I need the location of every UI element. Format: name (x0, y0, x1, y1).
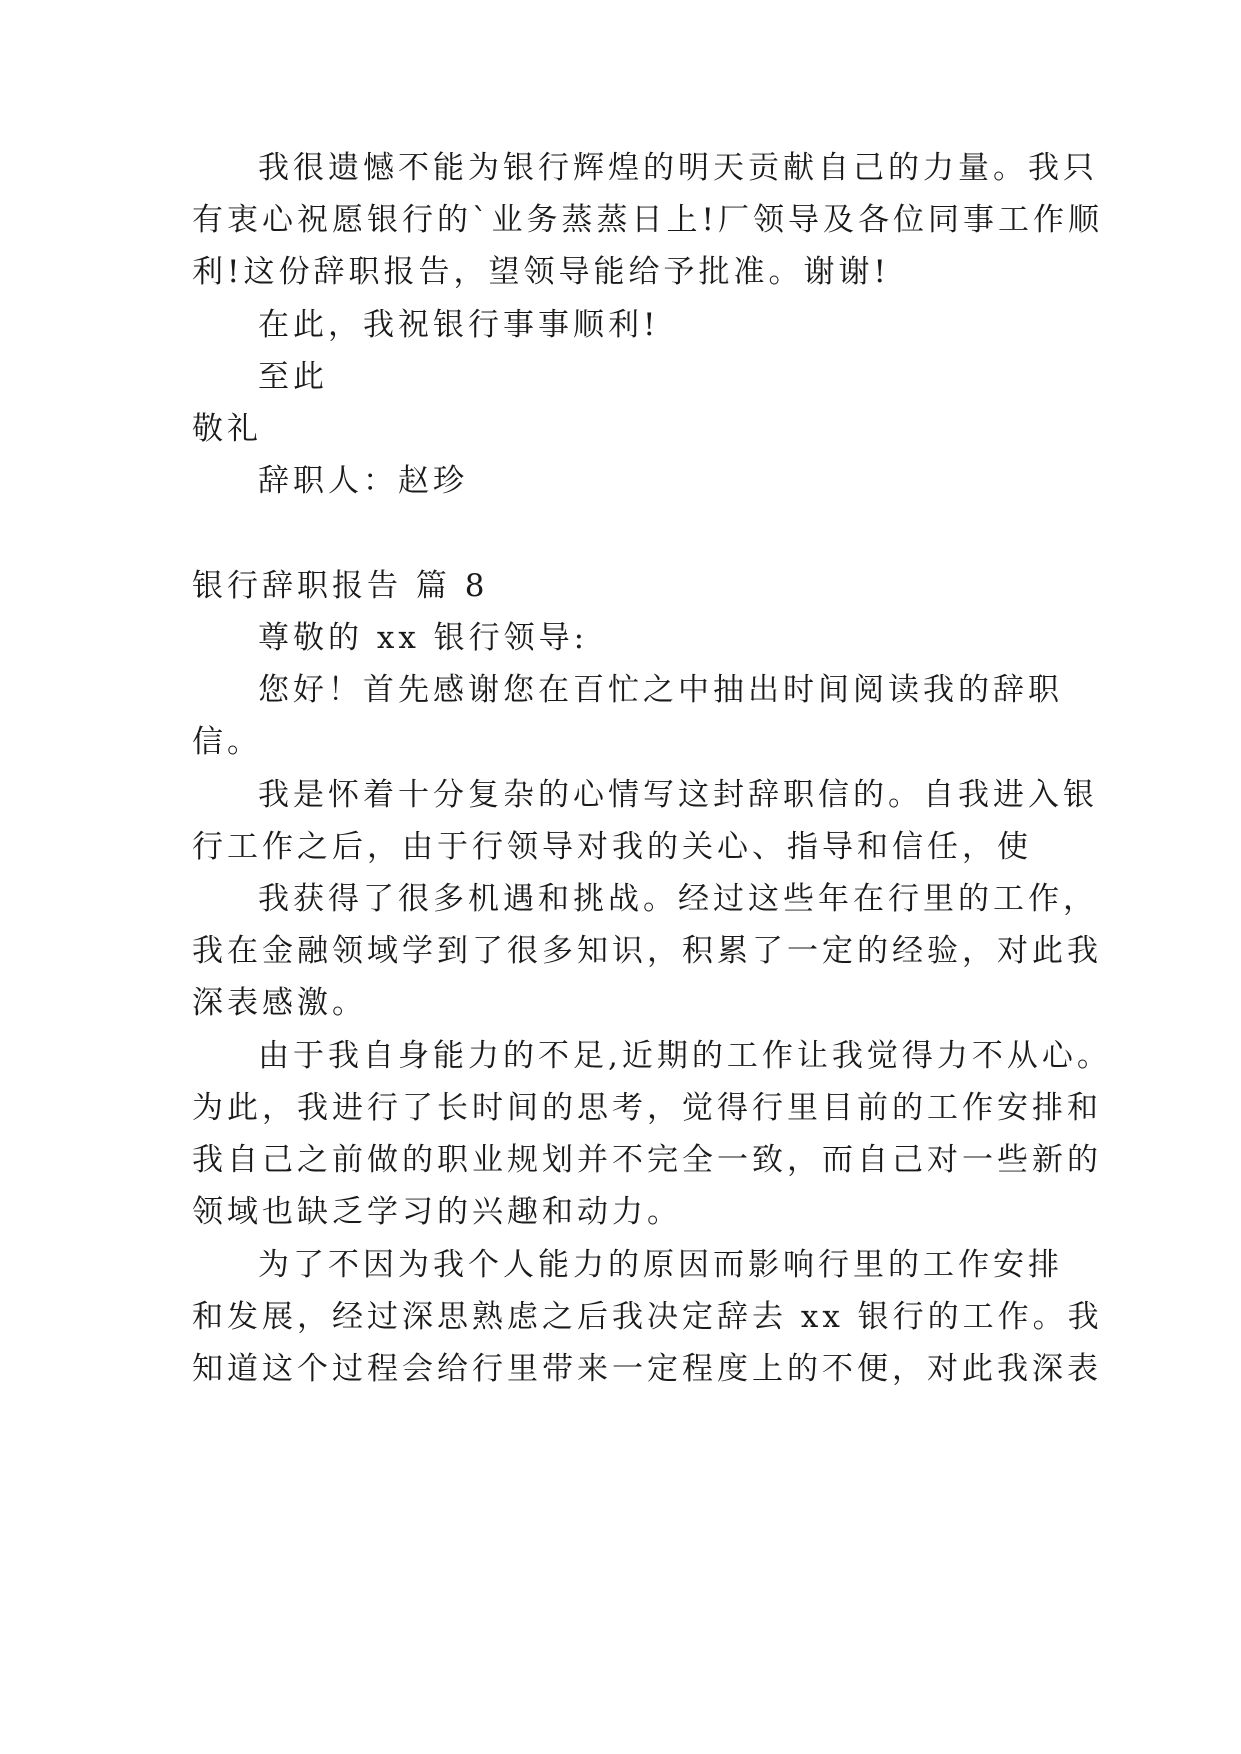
salutation-line: 尊敬的 xx 银行领导: (258, 620, 589, 656)
section-title: 银行辞职报告 篇 8 (192, 568, 489, 604)
wish-line: 在此，我祝银行事事顺利! (258, 307, 660, 343)
paragraph-line: 由于我自身能力的不足,近期的工作让我觉得力不从心。 (258, 1038, 1112, 1074)
closing-line: 敬礼 (192, 411, 262, 447)
paragraph-line: 知道这个过程会给行里带来一定程度上的不便，对此我深表 (192, 1351, 1102, 1387)
paragraph-line: 信。 (192, 724, 262, 760)
paragraph-line: 利!这份辞职报告，望领导能给予批准。谢谢! (192, 254, 890, 290)
paragraph-line: 有衷心祝愿银行的`业务蒸蒸日上!厂领导及各位同事工作顺 (192, 202, 1103, 238)
paragraph-line: 您好！首先感谢您在百忙之中抽出时间阅读我的辞职 (258, 672, 1063, 708)
paragraph-line: 我是怀着十分复杂的心情写这封辞职信的。自我进入银 (258, 777, 1098, 813)
paragraph-line: 为此，我进行了长时间的思考，觉得行里目前的工作安排和 (192, 1090, 1102, 1126)
paragraph-line: 我自己之前做的职业规划并不完全一致，而自己对一些新的 (192, 1142, 1102, 1178)
closing-line: 至此 (258, 359, 328, 395)
signature-line: 辞职人：赵珍 (258, 463, 468, 499)
paragraph-line: 我在金融领域学到了很多知识，积累了一定的经验，对此我 (192, 933, 1102, 969)
paragraph-line: 为了不因为我个人能力的原因而影响行里的工作安排 (258, 1247, 1063, 1283)
paragraph-line: 我很遗憾不能为银行辉煌的明天贡献自己的力量。我只 (258, 150, 1098, 186)
paragraph-line: 我获得了很多机遇和挑战。经过这些年在行里的工作， (258, 881, 1098, 917)
paragraph-line: 和发展，经过深思熟虑之后我决定辞去 xx 银行的工作。我 (192, 1299, 1103, 1335)
paragraph-line: 行工作之后，由于行领导对我的关心、指导和信任，使 (192, 829, 1032, 865)
paragraph-line: 深表感激。 (192, 985, 367, 1021)
paragraph-line: 领域也缺乏学习的兴趣和动力。 (192, 1194, 682, 1230)
